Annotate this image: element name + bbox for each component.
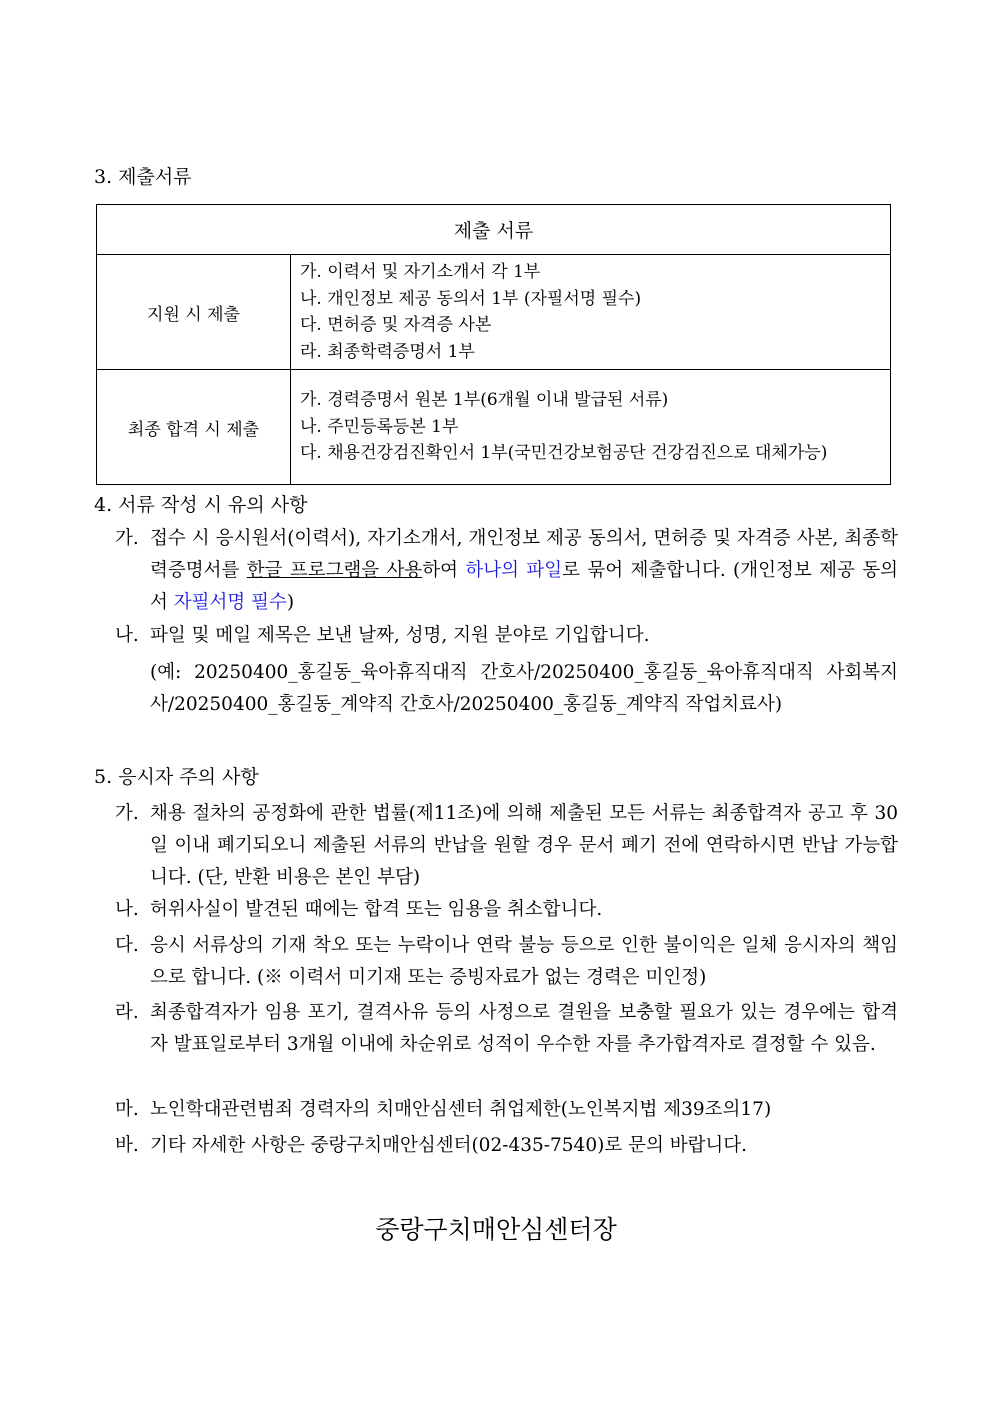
item-text: 접수 시 응시원서(이력서), 자기소개서, 개인정보 제공 동의서, 면허증 및 자격증 사본, 최종학력증명서를 — [150, 528, 898, 581]
table-row — [97, 370, 891, 485]
section4-item-ga — [115, 523, 898, 619]
signature: 중랑구치매안심센터장 — [375, 1215, 617, 1244]
item-text: 허위사실이 발견된 때에는 합격 또는 임용을 취소합니다. — [150, 899, 603, 920]
highlight-text: 하나의 파일 — [465, 560, 563, 581]
section5-item — [115, 894, 898, 926]
item-text: 채용 절차의 공정화에 관한 법률(제11조)에 의해 제출된 모든 서류는 최종합격자 공고 후 30일 이내 폐기되오니 제출된 서류의 반납을 원할 경우 문서 폐기 전에 연락하시면 반납 가능합니다. (단, 반환 비용은 본인 부담) — [150, 803, 898, 888]
row-items — [291, 255, 891, 370]
item-marker: 나. — [115, 899, 139, 920]
item-marker: 마. — [115, 1099, 139, 1120]
item-text: 파일 및 메일 제목은 보낸 날짜, 성명, 지원 분야로 기입합니다. — [150, 625, 650, 646]
section4-title: 4. 서류 작성 시 유의 사항 — [94, 494, 308, 516]
section3-title: 3. 제출서류 — [94, 166, 192, 188]
list-item: 나. 주민등록등본 1부 — [300, 416, 459, 437]
table-header: 제출 서류 — [97, 205, 891, 255]
row-label: 최종 합격 시 제출 — [97, 370, 291, 485]
list-item: 다. 면허증 및 자격증 사본 — [300, 315, 492, 335]
item-text: 노인학대관련범죄 경력자의 치매안심센터 취업제한(노인복지법 제39조의17) — [150, 1099, 772, 1120]
section5-item — [115, 930, 898, 994]
section4-item-na — [115, 620, 898, 652]
item-marker: 라. — [115, 1002, 139, 1023]
underlined-text: 한글 프로그램을 사용 — [246, 560, 423, 581]
item-text: 응시 서류상의 기재 착오 또는 누락이나 연락 불능 등으로 인한 불이익은 일체 응시자의 책임으로 합니다. (※ 이력서 미기재 또는 증빙자료가 없는 경력은 미인정) — [150, 935, 898, 988]
item-text: 로 묶어 제출합니다. (개인정보 제공 동의서 — [150, 560, 898, 613]
section5-item — [115, 1130, 898, 1162]
section5-title: 5. 응시자 주의 사항 — [94, 766, 259, 788]
section5-item — [115, 798, 898, 894]
highlight-text: 자필서명 필수 — [173, 592, 287, 613]
section5-item — [115, 1094, 898, 1126]
table-row — [97, 255, 891, 370]
item-marker: 다. — [115, 935, 139, 956]
item-text: ) — [286, 592, 295, 613]
item-marker: 가. — [115, 803, 139, 824]
list-item: 가. 이력서 및 자기소개서 각 1부 — [300, 262, 541, 282]
item-text: 하여 — [422, 560, 466, 581]
list-item: 라. 최종학력증명서 1부 — [300, 341, 475, 362]
row-items — [291, 370, 891, 485]
item-marker: 가. — [115, 528, 139, 549]
list-item: 가. 경력증명서 원본 1부(6개월 이내 발급된 서류) — [300, 390, 669, 411]
item-text: 기타 자세한 사항은 중랑구치매안심센터(02-435-7540)로 문의 바랍니다. — [150, 1135, 748, 1156]
documents-table — [96, 204, 891, 485]
item-marker: 바. — [115, 1135, 139, 1156]
filename-example: (예: 20250400_홍길동_육아휴직대직 간호사/20250400_홍길동_육아휴직대직 사회복지사/20250400_홍길동_계약직 간호사/20250400_홍길동_계약직 작업치료사) — [150, 662, 898, 715]
item-text: 최종합격자가 임용 포기, 결격사유 등의 사정으로 결원을 보충할 필요가 있는 경우에는 합격자 발표일로부터 3개월 이내에 차순위로 성적이 우수한 자를 추가합격자로 결정할 수 있음. — [150, 1002, 898, 1055]
row-label: 지원 시 제출 — [97, 255, 291, 370]
list-item: 나. 개인정보 제공 동의서 1부 (자필서명 필수) — [300, 288, 642, 309]
item-marker: 나. — [115, 625, 139, 646]
list-item: 다. 채용건강검진확인서 1부(국민건강보험공단 건강검진으로 대체가능) — [300, 443, 828, 464]
section5-item — [115, 997, 898, 1061]
